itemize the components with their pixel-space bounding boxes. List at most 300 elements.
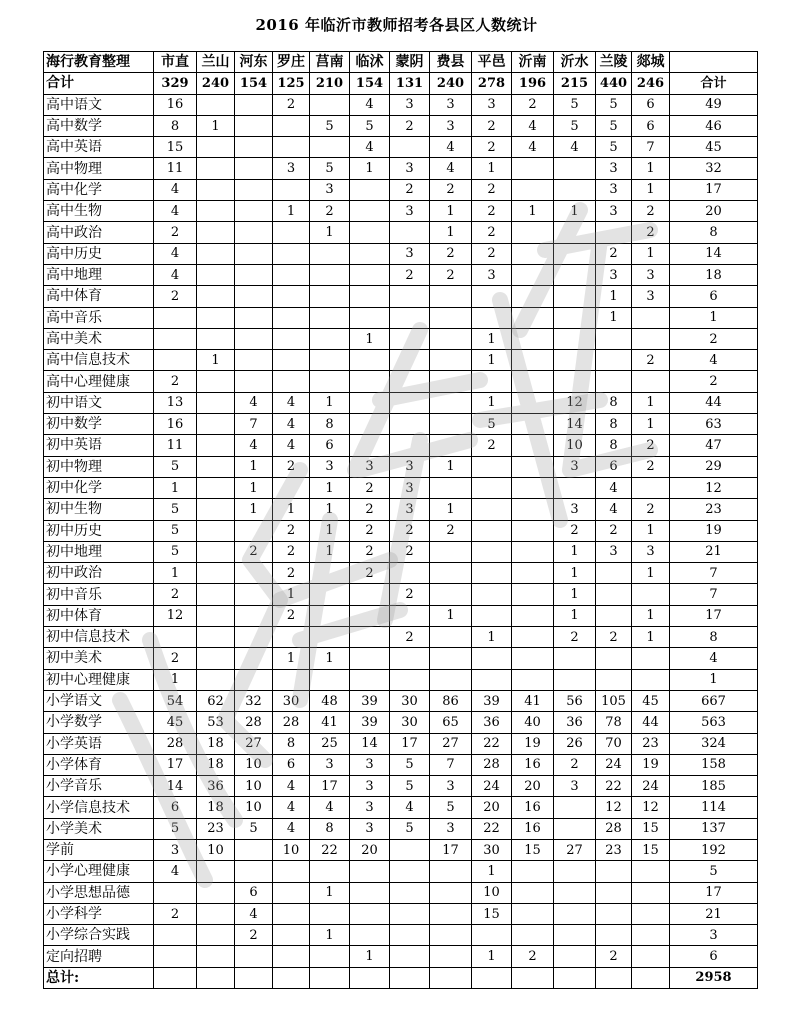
count-cell: 15 bbox=[632, 839, 670, 860]
count-cell bbox=[235, 243, 273, 264]
count-cell bbox=[512, 264, 554, 285]
row-total: 45 bbox=[670, 137, 758, 158]
count-cell bbox=[390, 903, 430, 924]
table-row bbox=[44, 286, 758, 307]
count-cell: 28 bbox=[273, 712, 310, 733]
summary-value: 125 bbox=[273, 73, 310, 94]
subject-label: 学前 bbox=[44, 839, 154, 860]
count-cell: 27 bbox=[430, 733, 472, 754]
count-cell bbox=[554, 882, 596, 903]
subject-label: 初中语文 bbox=[44, 392, 154, 413]
count-cell: 1 bbox=[632, 158, 670, 179]
count-cell: 3 bbox=[350, 456, 390, 477]
count-cell: 3 bbox=[596, 201, 632, 222]
count-cell: 3 bbox=[430, 94, 472, 115]
count-cell bbox=[430, 882, 472, 903]
count-cell bbox=[310, 94, 350, 115]
row-total: 49 bbox=[670, 94, 758, 115]
count-cell: 39 bbox=[350, 690, 390, 711]
count-cell bbox=[235, 94, 273, 115]
table-row bbox=[44, 371, 758, 392]
table-row bbox=[44, 499, 758, 520]
count-cell bbox=[472, 371, 512, 392]
count-cell: 5 bbox=[154, 456, 197, 477]
subject-label: 小学综合实践 bbox=[44, 925, 154, 946]
grand-total-label: 总计: bbox=[44, 967, 154, 988]
count-cell: 15 bbox=[512, 839, 554, 860]
count-cell: 3 bbox=[472, 94, 512, 115]
count-cell: 2 bbox=[430, 179, 472, 200]
count-cell: 4 bbox=[310, 797, 350, 818]
count-cell: 6 bbox=[632, 115, 670, 136]
count-cell: 4 bbox=[390, 797, 430, 818]
subject-label: 小学思想品德 bbox=[44, 882, 154, 903]
count-cell bbox=[273, 137, 310, 158]
count-cell bbox=[197, 627, 235, 648]
subject-label: 小学语文 bbox=[44, 690, 154, 711]
table-row bbox=[44, 115, 758, 136]
count-cell: 2 bbox=[273, 94, 310, 115]
count-cell bbox=[390, 414, 430, 435]
subject-label: 初中数学 bbox=[44, 414, 154, 435]
count-cell: 7 bbox=[430, 754, 472, 775]
table-row bbox=[44, 137, 758, 158]
subject-label: 高中物理 bbox=[44, 158, 154, 179]
count-cell bbox=[310, 371, 350, 392]
count-cell bbox=[632, 669, 670, 690]
count-cell: 14 bbox=[554, 414, 596, 435]
summary-value: 329 bbox=[154, 73, 197, 94]
count-cell: 3 bbox=[554, 776, 596, 797]
table-row bbox=[44, 541, 758, 562]
count-cell: 2 bbox=[472, 201, 512, 222]
count-cell: 1 bbox=[154, 477, 197, 498]
count-cell bbox=[197, 307, 235, 328]
count-cell bbox=[596, 882, 632, 903]
table-row bbox=[44, 179, 758, 200]
table-row bbox=[44, 222, 758, 243]
count-cell: 10 bbox=[197, 839, 235, 860]
count-cell: 3 bbox=[554, 456, 596, 477]
count-cell bbox=[154, 925, 197, 946]
count-cell: 1 bbox=[554, 605, 596, 626]
count-cell bbox=[235, 584, 273, 605]
count-cell: 5 bbox=[390, 818, 430, 839]
count-cell: 2 bbox=[154, 903, 197, 924]
row-total: 192 bbox=[670, 839, 758, 860]
row-total: 2 bbox=[670, 328, 758, 349]
count-cell bbox=[390, 925, 430, 946]
count-cell: 1 bbox=[310, 392, 350, 413]
count-cell: 1 bbox=[472, 946, 512, 967]
count-cell bbox=[273, 882, 310, 903]
subject-label: 初中物理 bbox=[44, 456, 154, 477]
count-cell: 4 bbox=[235, 392, 273, 413]
count-cell bbox=[350, 243, 390, 264]
count-cell: 1 bbox=[310, 925, 350, 946]
count-cell bbox=[554, 477, 596, 498]
subject-label: 高中音乐 bbox=[44, 307, 154, 328]
count-cell bbox=[197, 477, 235, 498]
subject-label: 高中地理 bbox=[44, 264, 154, 285]
count-cell bbox=[310, 350, 350, 371]
count-cell: 4 bbox=[154, 861, 197, 882]
count-cell: 2 bbox=[235, 925, 273, 946]
count-cell bbox=[273, 669, 310, 690]
table-row bbox=[44, 350, 758, 371]
subject-label: 初中生物 bbox=[44, 499, 154, 520]
row-total: 7 bbox=[670, 563, 758, 584]
count-cell: 6 bbox=[154, 797, 197, 818]
count-cell: 1 bbox=[310, 882, 350, 903]
count-cell bbox=[512, 243, 554, 264]
subject-label: 初中政治 bbox=[44, 563, 154, 584]
count-cell: 2 bbox=[154, 286, 197, 307]
count-cell: 20 bbox=[512, 776, 554, 797]
count-cell: 48 bbox=[310, 690, 350, 711]
count-cell: 1 bbox=[273, 584, 310, 605]
count-cell: 36 bbox=[472, 712, 512, 733]
count-cell: 2 bbox=[154, 371, 197, 392]
count-cell: 3 bbox=[310, 179, 350, 200]
count-cell: 2 bbox=[235, 541, 273, 562]
count-cell: 16 bbox=[154, 94, 197, 115]
row-total: 17 bbox=[670, 882, 758, 903]
count-cell bbox=[235, 307, 273, 328]
count-cell bbox=[430, 627, 472, 648]
count-cell bbox=[235, 137, 273, 158]
count-cell: 8 bbox=[596, 414, 632, 435]
count-cell bbox=[197, 371, 235, 392]
count-cell bbox=[310, 137, 350, 158]
count-cell bbox=[472, 477, 512, 498]
count-cell bbox=[350, 307, 390, 328]
header-row bbox=[44, 52, 758, 73]
count-cell bbox=[430, 328, 472, 349]
summary-row bbox=[44, 73, 758, 94]
count-cell bbox=[350, 435, 390, 456]
empty-cell bbox=[197, 967, 235, 988]
count-cell bbox=[512, 669, 554, 690]
row-total: 2 bbox=[670, 371, 758, 392]
count-cell bbox=[472, 648, 512, 669]
table-row bbox=[44, 584, 758, 605]
count-cell bbox=[472, 307, 512, 328]
subject-label: 高中数学 bbox=[44, 115, 154, 136]
table-row bbox=[44, 563, 758, 584]
count-cell: 3 bbox=[430, 115, 472, 136]
count-cell: 1 bbox=[235, 477, 273, 498]
count-cell: 16 bbox=[512, 754, 554, 775]
row-total: 7 bbox=[670, 584, 758, 605]
table-row bbox=[44, 690, 758, 711]
count-cell: 44 bbox=[632, 712, 670, 733]
count-cell: 2 bbox=[390, 584, 430, 605]
table-row bbox=[44, 456, 758, 477]
total-column-header bbox=[670, 52, 758, 73]
count-cell: 2 bbox=[390, 541, 430, 562]
count-cell bbox=[310, 243, 350, 264]
count-cell: 105 bbox=[596, 690, 632, 711]
count-cell: 4 bbox=[596, 477, 632, 498]
count-cell bbox=[197, 882, 235, 903]
count-cell bbox=[472, 286, 512, 307]
row-total: 21 bbox=[670, 541, 758, 562]
count-cell: 3 bbox=[350, 754, 390, 775]
count-cell bbox=[472, 605, 512, 626]
count-cell bbox=[390, 839, 430, 860]
count-cell bbox=[235, 669, 273, 690]
count-cell bbox=[310, 946, 350, 967]
count-cell: 4 bbox=[273, 392, 310, 413]
count-cell bbox=[350, 371, 390, 392]
count-cell: 8 bbox=[273, 733, 310, 754]
count-cell: 19 bbox=[632, 754, 670, 775]
count-cell: 17 bbox=[154, 754, 197, 775]
count-cell: 3 bbox=[632, 264, 670, 285]
count-cell bbox=[390, 563, 430, 584]
count-cell: 3 bbox=[390, 158, 430, 179]
count-cell: 7 bbox=[235, 414, 273, 435]
count-cell: 2 bbox=[430, 264, 472, 285]
row-total: 8 bbox=[670, 222, 758, 243]
summary-value: 196 bbox=[512, 73, 554, 94]
empty-cell bbox=[554, 967, 596, 988]
count-cell bbox=[554, 818, 596, 839]
table-row bbox=[44, 158, 758, 179]
count-cell: 3 bbox=[430, 776, 472, 797]
count-cell bbox=[430, 307, 472, 328]
count-cell: 10 bbox=[235, 797, 273, 818]
count-cell: 56 bbox=[554, 690, 596, 711]
count-cell: 4 bbox=[235, 903, 273, 924]
table-row bbox=[44, 669, 758, 690]
count-cell bbox=[310, 605, 350, 626]
count-cell: 4 bbox=[273, 435, 310, 456]
count-cell bbox=[197, 414, 235, 435]
count-cell bbox=[310, 903, 350, 924]
count-cell bbox=[273, 946, 310, 967]
empty-cell bbox=[154, 967, 197, 988]
count-cell bbox=[596, 669, 632, 690]
count-cell: 28 bbox=[154, 733, 197, 754]
subject-label: 高中信息技术 bbox=[44, 350, 154, 371]
count-cell: 2 bbox=[273, 520, 310, 541]
count-cell: 1 bbox=[350, 946, 390, 967]
count-cell: 23 bbox=[197, 818, 235, 839]
row-total: 29 bbox=[670, 456, 758, 477]
summary-value: 240 bbox=[430, 73, 472, 94]
count-cell: 16 bbox=[512, 818, 554, 839]
count-cell bbox=[554, 243, 596, 264]
count-cell: 1 bbox=[273, 648, 310, 669]
count-cell bbox=[632, 371, 670, 392]
count-cell bbox=[310, 264, 350, 285]
count-cell bbox=[197, 94, 235, 115]
table-row bbox=[44, 94, 758, 115]
summary-total-header: 合计 bbox=[670, 73, 758, 94]
count-cell bbox=[310, 861, 350, 882]
subject-label: 定向招聘 bbox=[44, 946, 154, 967]
count-cell bbox=[596, 350, 632, 371]
subject-label: 小学英语 bbox=[44, 733, 154, 754]
count-cell: 2 bbox=[350, 541, 390, 562]
table-row bbox=[44, 776, 758, 797]
count-cell bbox=[512, 392, 554, 413]
row-total: 17 bbox=[670, 179, 758, 200]
count-cell bbox=[197, 286, 235, 307]
row-total: 5 bbox=[670, 861, 758, 882]
count-cell bbox=[235, 201, 273, 222]
count-cell bbox=[350, 392, 390, 413]
count-cell: 2 bbox=[512, 946, 554, 967]
count-cell: 20 bbox=[350, 839, 390, 860]
count-cell bbox=[235, 648, 273, 669]
count-cell: 4 bbox=[350, 137, 390, 158]
summary-value: 440 bbox=[596, 73, 632, 94]
count-cell bbox=[430, 414, 472, 435]
row-total: 667 bbox=[670, 690, 758, 711]
count-cell bbox=[430, 861, 472, 882]
count-cell bbox=[390, 371, 430, 392]
row-total: 21 bbox=[670, 903, 758, 924]
count-cell: 2 bbox=[472, 435, 512, 456]
row-total: 46 bbox=[670, 115, 758, 136]
count-cell bbox=[472, 669, 512, 690]
count-cell bbox=[554, 264, 596, 285]
subject-label: 初中化学 bbox=[44, 477, 154, 498]
count-cell: 4 bbox=[512, 137, 554, 158]
count-cell bbox=[430, 669, 472, 690]
count-cell: 41 bbox=[512, 690, 554, 711]
count-cell bbox=[554, 946, 596, 967]
count-cell bbox=[310, 328, 350, 349]
count-cell: 5 bbox=[554, 94, 596, 115]
count-cell: 12 bbox=[632, 797, 670, 818]
count-cell bbox=[554, 158, 596, 179]
count-cell bbox=[154, 307, 197, 328]
count-cell bbox=[632, 903, 670, 924]
count-cell: 2 bbox=[472, 222, 512, 243]
row-total: 19 bbox=[670, 520, 758, 541]
count-cell bbox=[596, 584, 632, 605]
count-cell: 5 bbox=[310, 158, 350, 179]
count-cell: 41 bbox=[310, 712, 350, 733]
subject-label: 初中体育 bbox=[44, 605, 154, 626]
count-cell: 26 bbox=[554, 733, 596, 754]
count-cell: 4 bbox=[154, 201, 197, 222]
count-cell: 1 bbox=[154, 669, 197, 690]
table-row bbox=[44, 328, 758, 349]
count-cell: 1 bbox=[554, 563, 596, 584]
count-cell bbox=[472, 456, 512, 477]
count-cell: 1 bbox=[554, 541, 596, 562]
count-cell: 3 bbox=[390, 94, 430, 115]
count-cell: 24 bbox=[632, 776, 670, 797]
count-cell: 3 bbox=[430, 818, 472, 839]
count-cell: 5 bbox=[154, 499, 197, 520]
district-header: 临沭 bbox=[350, 52, 390, 73]
count-cell bbox=[197, 243, 235, 264]
count-cell bbox=[273, 286, 310, 307]
count-cell bbox=[197, 584, 235, 605]
count-cell bbox=[390, 861, 430, 882]
count-cell bbox=[430, 925, 472, 946]
count-cell: 11 bbox=[154, 435, 197, 456]
count-cell: 1 bbox=[350, 158, 390, 179]
count-cell bbox=[596, 648, 632, 669]
count-cell: 3 bbox=[390, 477, 430, 498]
count-cell: 36 bbox=[197, 776, 235, 797]
count-cell: 1 bbox=[596, 286, 632, 307]
count-cell: 3 bbox=[350, 818, 390, 839]
count-cell bbox=[350, 350, 390, 371]
row-total: 6 bbox=[670, 286, 758, 307]
table-row bbox=[44, 903, 758, 924]
count-cell bbox=[390, 307, 430, 328]
count-cell bbox=[512, 328, 554, 349]
subject-label: 高中体育 bbox=[44, 286, 154, 307]
row-total: 18 bbox=[670, 264, 758, 285]
count-cell: 4 bbox=[273, 818, 310, 839]
count-cell bbox=[472, 520, 512, 541]
count-cell bbox=[554, 861, 596, 882]
subject-label: 高中心理健康 bbox=[44, 371, 154, 392]
count-cell: 25 bbox=[310, 733, 350, 754]
count-cell: 39 bbox=[472, 690, 512, 711]
count-cell bbox=[273, 243, 310, 264]
count-cell: 3 bbox=[350, 797, 390, 818]
subject-label: 高中政治 bbox=[44, 222, 154, 243]
count-cell: 45 bbox=[632, 690, 670, 711]
count-cell: 4 bbox=[273, 776, 310, 797]
table-row bbox=[44, 754, 758, 775]
subject-label: 初中英语 bbox=[44, 435, 154, 456]
count-cell bbox=[554, 925, 596, 946]
count-cell: 5 bbox=[310, 115, 350, 136]
count-cell: 6 bbox=[235, 882, 273, 903]
summary-value: 215 bbox=[554, 73, 596, 94]
row-total: 23 bbox=[670, 499, 758, 520]
count-cell bbox=[273, 350, 310, 371]
count-cell bbox=[390, 669, 430, 690]
count-cell: 17 bbox=[430, 839, 472, 860]
table-row bbox=[44, 733, 758, 754]
count-cell bbox=[390, 222, 430, 243]
count-cell: 3 bbox=[390, 499, 430, 520]
count-cell: 2 bbox=[596, 946, 632, 967]
count-cell bbox=[273, 307, 310, 328]
count-cell: 1 bbox=[632, 392, 670, 413]
summary-value: 131 bbox=[390, 73, 430, 94]
count-cell bbox=[273, 903, 310, 924]
count-cell: 16 bbox=[512, 797, 554, 818]
count-cell bbox=[596, 903, 632, 924]
count-cell: 5 bbox=[472, 414, 512, 435]
count-cell bbox=[350, 882, 390, 903]
row-total: 3 bbox=[670, 925, 758, 946]
district-header: 兰陵 bbox=[596, 52, 632, 73]
count-cell: 2 bbox=[632, 350, 670, 371]
count-cell: 23 bbox=[632, 733, 670, 754]
district-header: 兰山 bbox=[197, 52, 235, 73]
count-cell bbox=[390, 328, 430, 349]
count-cell: 3 bbox=[390, 456, 430, 477]
count-cell: 1 bbox=[554, 201, 596, 222]
count-cell bbox=[235, 520, 273, 541]
count-cell bbox=[273, 925, 310, 946]
subject-label: 初中地理 bbox=[44, 541, 154, 562]
